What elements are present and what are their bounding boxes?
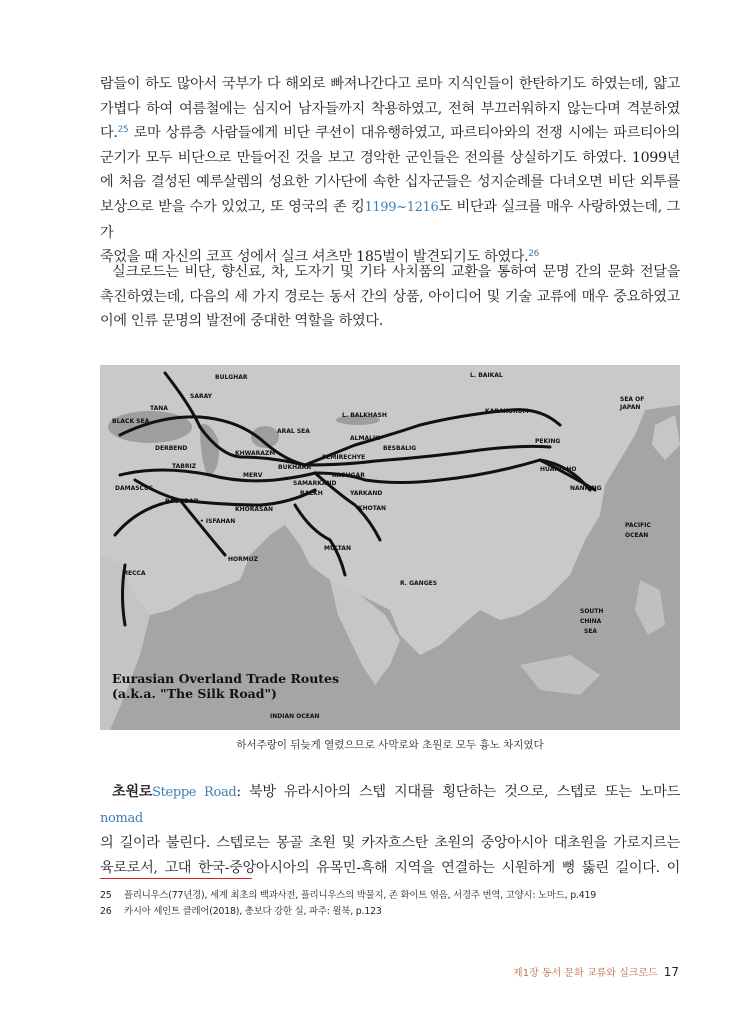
map-label: YARKAND (350, 490, 383, 497)
footnote-ref-25[interactable]: 25 (117, 125, 129, 136)
footnote-26: 26 카시아 세인트 클레어(2018), 총보다 강한 실, 파주: 윌북, p.123 (100, 906, 382, 917)
map-label: KHWARAZM (235, 450, 276, 457)
map-label: JAPAN (620, 404, 641, 411)
map-label: BULGHAR (215, 374, 248, 381)
map-label: KHORASAN (235, 506, 274, 513)
text-line: 군기가 모두 비단으로 만들어진 것을 보고 경악한 군인들은 전의를 상실하기도 하였다. 1099년 (100, 149, 680, 166)
map-label: NANKING (570, 485, 602, 492)
map-label: ALMALIK (350, 435, 380, 442)
map-label: SEA (584, 628, 598, 635)
map-label: SAMARKAND (293, 480, 337, 487)
text-line: 초원로Steppe Road: 북방 유라시아의 스텝 지대를 횡단하는 것으로, 스텝로 또는 노마드nomad (100, 784, 680, 826)
king-years: 1199~1216 (364, 199, 439, 215)
map-label: KHOTAN (358, 505, 387, 512)
text-line: 죽었을 때 자신의 코프 성에서 실크 셔츠만 185벌이 발견되기도 하였다.$^{26}$ (100, 249, 539, 266)
text-line: 실크로드는 비단, 향신료, 차, 도자기 및 기타 사치품의 교환을 통하여 문명 간의 문화 전달을 (112, 264, 680, 280)
map-label: CHINA (580, 618, 602, 625)
map-label: ARAL SEA (277, 428, 310, 435)
figure-caption: 하서주랑이 뒤늦게 열렸으므로 사막로와 초원로 모두 흉노 차지였다 (236, 739, 544, 751)
footnotes (100, 888, 680, 920)
footnote-ref-26[interactable]: 26 (528, 249, 539, 260)
text-line: 육로로서, 고대 한국-중앙아시아의 유목민-흑해 지역을 연결하는 시원하게 뻥 뚫린 길이다. 이 (100, 859, 680, 876)
map-label: SARAY (190, 393, 212, 400)
map-label: L. BALKHASH (342, 412, 387, 419)
running-chapter-title: 제1장 동서 문화 교류와 실크로드 (513, 968, 658, 979)
page-footer (513, 964, 679, 979)
map-label: BALKH (300, 490, 323, 497)
black-sea (108, 411, 192, 443)
silk-road-map (100, 365, 680, 730)
map-label: L. BAIKAL (470, 372, 503, 379)
paragraph-2 (100, 260, 680, 334)
map-label: HORMUZ (228, 556, 258, 563)
map-label: INDIAN OCEAN (270, 713, 320, 720)
paragraph-3 (100, 780, 680, 880)
map-label: BESBALIG (383, 445, 417, 452)
map-label: MERV (243, 472, 263, 479)
text-line: 이에 인류 문명의 발전에 중대한 역할을 하였다. (100, 313, 383, 330)
term-nomad: nomad (100, 810, 143, 826)
map-title-line2: (a.k.a. "The Silk Road") (112, 686, 277, 701)
map-label: BLACK SEA (112, 418, 150, 425)
term-english: Steppe Road (152, 785, 237, 800)
text-line: 의 길이라 불린다. 스텝로는 몽골 초원 및 카자흐스탄 초원의 중앙아시아 대초원을 가로지르는 (100, 835, 680, 852)
text-line: 가볍다 하여 여름철에는 심지어 남자들까지 착용하였고, 전혀 부끄러워하지 않는다며 격분하였 (100, 100, 680, 117)
page-number: 17 (663, 965, 679, 979)
map-image (100, 365, 680, 730)
map-label: PACIFIC (625, 522, 651, 529)
map-label: SEMIRECHYE (322, 454, 366, 461)
map-label: PEKING (535, 438, 561, 445)
map-label: TANA (150, 405, 168, 412)
map-label: KARAKORUM (485, 408, 529, 415)
map-label: DAMASCUS (115, 485, 154, 492)
map-label: HUANG HO (540, 466, 577, 473)
map-label: DERBEND (155, 445, 188, 452)
map-label: SEA OF (620, 396, 645, 403)
term-steppe-road: 초원로 (112, 784, 153, 800)
text-line: 다.$^{25}$ 로마 상류층 사람들에게 비단 쿠션이 대유행하였고, 파르티아와의 전쟁 시에는 파르티아의 (100, 125, 680, 142)
map-label: R. GANGES (400, 580, 438, 587)
map-label: KASHGAR (332, 472, 365, 479)
paragraph-1 (100, 72, 680, 270)
map-label: MECCA (122, 570, 146, 577)
text-line: 보상으로 받을 수가 있었고, 또 영국의 존 킹1199~1216도 비단과 실크를 매우 사랑하였는데, 그가 (100, 198, 680, 241)
map-label: • ISFAHAN (200, 518, 236, 525)
map-label: BUKHARA (278, 464, 312, 471)
map-label: SOUTH (580, 608, 604, 615)
map-label: BAGHDAD (165, 498, 199, 505)
text-line: 촉진하였는데, 다음의 세 가지 경로는 동서 간의 상품, 아이디어 및 기술 교류에 매우 중요하였고 (100, 288, 680, 305)
text-line: 에 처음 결성된 예루살렘의 성요한 기사단에 속한 십자군들은 성지순례를 다녀오면 비단 외투를 (100, 174, 680, 191)
map-label: MULTAN (324, 545, 351, 552)
map-label: TABRIZ (172, 463, 197, 470)
footnote-25: 25 플리니우스(77년경), 세계 최초의 백과사전, 플리니우스의 박물지, 존 화이트 엮음, 서경주 번역, 고양시: 노마드, p.419 (100, 890, 597, 901)
map-label: OCEAN (625, 532, 649, 539)
map-title-line1: Eurasian Overland Trade Routes (112, 671, 340, 686)
footnote-divider (100, 878, 252, 879)
text-line: 람들이 하도 많아서 국부가 다 해외로 빠져나간다고 로마 지식인들이 한탄하기도 하였는데, 얇고 (100, 76, 680, 92)
